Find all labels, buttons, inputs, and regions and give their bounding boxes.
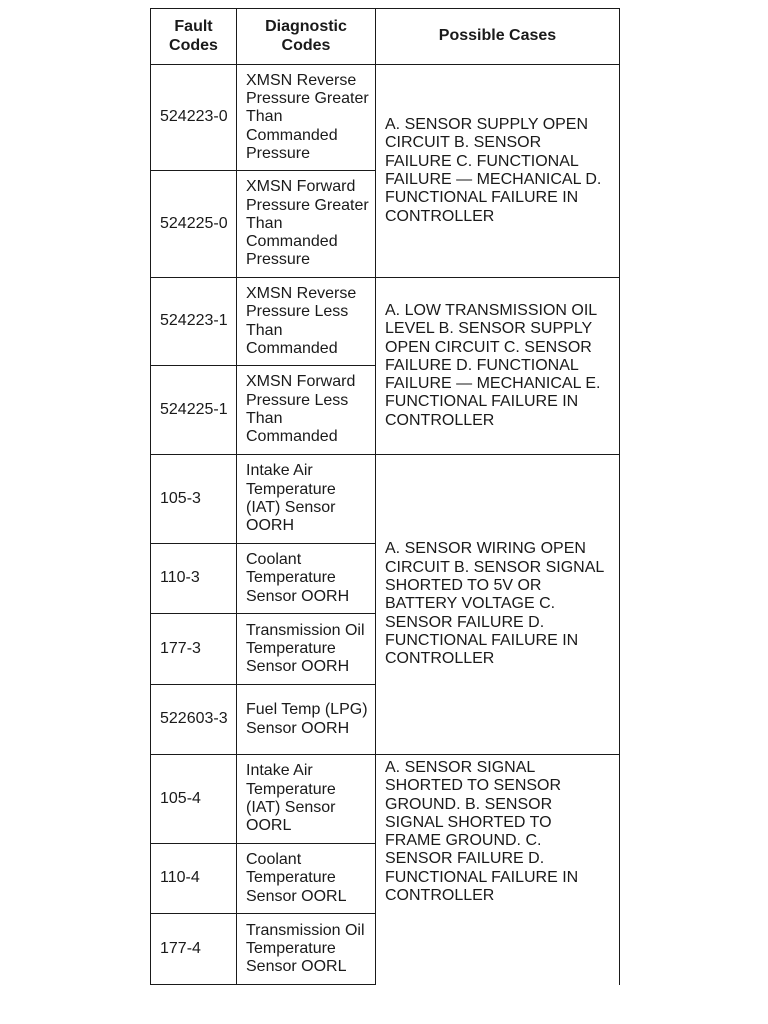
header-row <box>151 9 620 65</box>
table-row <box>151 278 620 366</box>
fault-codes-table <box>150 8 620 985</box>
fault-code: 105-4 <box>151 755 237 844</box>
table-row <box>151 455 620 544</box>
fault-code: 177-3 <box>151 614 237 685</box>
header-fault-codes: Fault Codes <box>151 9 237 65</box>
diagnostic-code: XMSN Forward Pressure Less Than Commanded <box>237 366 376 455</box>
table-row <box>151 755 620 844</box>
diagnostic-code: Fuel Temp (LPG) Sensor OORH <box>237 685 376 755</box>
fault-code: 110-3 <box>151 544 237 614</box>
fault-code: 524225-0 <box>151 171 237 278</box>
diagnostic-code: Coolant Temperature Sensor OORH <box>237 544 376 614</box>
fault-code: 524225-1 <box>151 366 237 455</box>
possible-cases: A. SENSOR SUPPLY OPEN CIRCUIT B. SENSOR FAILURE C. FUNCTIONAL FAILURE — MECHANICAL D. FUNCTIONAL FAILURE IN CONTROLLER <box>376 65 620 278</box>
diagnostic-code: Coolant Temperature Sensor OORL <box>237 844 376 914</box>
possible-cases: A. SENSOR WIRING OPEN CIRCUIT B. SENSOR SIGNAL SHORTED TO 5V OR BATTERY VOLTAGE C. SENSOR FAILURE D. FUNCTIONAL FAILURE IN CONTROLLER <box>376 455 620 755</box>
possible-cases: A. SENSOR SIGNAL SHORTED TO SENSOR GROUND. B. SENSOR SIGNAL SHORTED TO FRAME GROUND. C. SENSOR FAILURE D. FUNCTIONAL FAILURE IN CONTROLLER <box>376 755 620 985</box>
fault-code: 105-3 <box>151 455 237 544</box>
header-diagnostic-codes: Diagnostic Codes <box>237 9 376 65</box>
fault-code: 524223-0 <box>151 65 237 171</box>
diagnostic-code: Intake Air Temperature (IAT) Sensor OORL <box>237 755 376 844</box>
fault-code: 522603-3 <box>151 685 237 755</box>
diagnostic-code: XMSN Reverse Pressure Less Than Commanded <box>237 278 376 366</box>
diagnostic-code: Intake Air Temperature (IAT) Sensor OORH <box>237 455 376 544</box>
fault-code: 110-4 <box>151 844 237 914</box>
diagnostic-code: XMSN Reverse Pressure Greater Than Commanded Pressure <box>237 65 376 171</box>
fault-code: 177-4 <box>151 914 237 985</box>
fault-code: 524223-1 <box>151 278 237 366</box>
possible-cases: A. LOW TRANSMISSION OIL LEVEL B. SENSOR SUPPLY OPEN CIRCUIT C. SENSOR FAILURE D. FUNCTIONAL FAILURE — MECHANICAL E. FUNCTIONAL FAILURE IN CONTROLLER <box>376 278 620 455</box>
diagnostic-code: Transmission Oil Temperature Sensor OORL <box>237 914 376 985</box>
diagnostic-code: XMSN Forward Pressure Greater Than Commanded Pressure <box>237 171 376 278</box>
diagnostic-code: Transmission Oil Temperature Sensor OORH <box>237 614 376 685</box>
header-possible-cases: Possible Cases <box>376 9 620 65</box>
table-row <box>151 65 620 171</box>
